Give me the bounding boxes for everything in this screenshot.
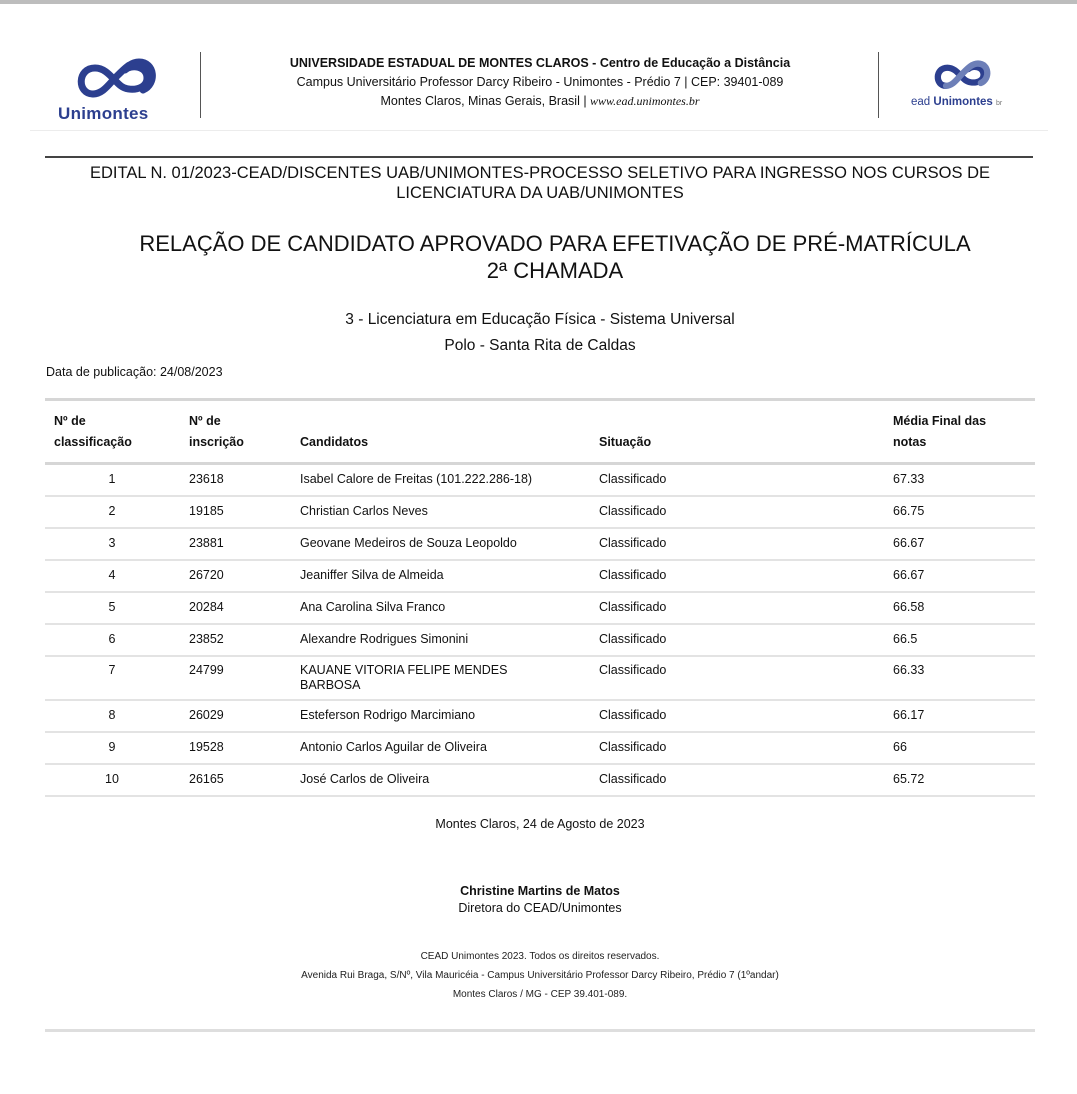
- cell-inscricao: 26165: [179, 764, 289, 796]
- cell-media: 65.72: [880, 764, 1035, 796]
- header-media-line2: notas: [893, 434, 927, 449]
- cell-situacao: Classificado: [586, 764, 880, 796]
- ead-logo-suffix: br: [996, 100, 1003, 107]
- table-row: [45, 624, 1035, 656]
- institution-address: Campus Universitário Professor Darcy Ribeiro - Unimontes - Prédio 7 | CEP: 39401-089: [296, 75, 784, 89]
- course-info: [60, 307, 1020, 359]
- cell-inscricao: 19185: [179, 496, 289, 528]
- publication-date: Data de publicação: 24/08/2023: [46, 365, 223, 379]
- cell-media: 67.33: [880, 464, 1035, 496]
- cell-candidato: Christian Carlos Neves: [289, 496, 586, 528]
- cell-inscricao: 23852: [179, 624, 289, 656]
- cell-inscricao: 26720: [179, 560, 289, 592]
- title-rule: [45, 156, 1033, 158]
- unimontes-logo-text: Unimontes: [58, 104, 149, 123]
- cell-candidato: Ana Carolina Silva Franco: [289, 592, 586, 624]
- cell-situacao: Classificado: [586, 592, 880, 624]
- table-row: [45, 592, 1035, 624]
- header-media-line1: Média Final das: [893, 413, 987, 428]
- table-row: [45, 764, 1035, 796]
- cell-situacao: Classificado: [586, 528, 880, 560]
- header-classificacao-line1: Nº de: [54, 413, 86, 428]
- cell-classificacao: 9: [45, 732, 179, 764]
- top-border: [0, 0, 1077, 4]
- bottom-rule: [45, 1029, 1035, 1032]
- unimontes-logo: [58, 54, 176, 124]
- header-classificacao-line2: classificação: [54, 434, 132, 449]
- cell-classificacao: 1: [45, 464, 179, 496]
- cell-candidato: Geovane Medeiros de Souza Leopoldo: [289, 528, 586, 560]
- cell-candidato: Esteferson Rodrigo Marcimiano: [289, 700, 586, 732]
- header-inscricao: [179, 400, 289, 464]
- cell-candidato: Jeaniffer Silva de Almeida: [289, 560, 586, 592]
- document-header: [30, 48, 1048, 131]
- cell-classificacao: 3: [45, 528, 179, 560]
- heading-line-2: 2ª CHAMADA: [486, 258, 624, 283]
- edital-title: EDITAL N. 01/2023-CEAD/DISCENTES UAB/UNIMONTES-PROCESSO SELETIVO PARA INGRESSO NOS CURSOS DE LICENCIATURA DA UAB/UNIMONTES: [89, 164, 991, 202]
- header-inscricao-line2: inscrição: [189, 434, 244, 449]
- ead-logo-text: [911, 96, 1002, 108]
- cell-media: 66.5: [880, 624, 1035, 656]
- table-row: [45, 464, 1035, 496]
- cell-classificacao: 6: [45, 624, 179, 656]
- header-situacao: Situação: [586, 400, 880, 464]
- cell-media: 66.67: [880, 528, 1035, 560]
- header-classificacao: [45, 400, 179, 464]
- cell-candidato-line2: BARBOSA: [300, 677, 361, 692]
- cell-candidato: Antonio Carlos Aguilar de Oliveira: [289, 732, 586, 764]
- header-candidatos: Candidatos: [289, 400, 586, 464]
- cell-situacao: Classificado: [586, 700, 880, 732]
- cell-situacao: Classificado: [586, 464, 880, 496]
- institution-city-line: [214, 92, 866, 111]
- course-name: 3 - Licenciatura em Educação Física - Sistema Universal: [345, 311, 735, 328]
- cell-candidato: Isabel Calore de Freitas (101.222.286-18): [289, 464, 586, 496]
- cell-media: 66.33: [880, 656, 1035, 700]
- header-media: [880, 400, 1035, 464]
- cell-inscricao: 19528: [179, 732, 289, 764]
- table-row: [45, 528, 1035, 560]
- cell-media: 66.75: [880, 496, 1035, 528]
- cell-classificacao: 5: [45, 592, 179, 624]
- table-row: [45, 496, 1035, 528]
- place-and-date: Montes Claros, 24 de Agosto de 2023: [435, 817, 645, 831]
- signer-role: Diretora do CEAD/Unimontes: [458, 901, 622, 915]
- cell-situacao: Classificado: [586, 496, 880, 528]
- cell-classificacao: 7: [45, 656, 179, 700]
- table-row: [45, 560, 1035, 592]
- cell-candidato: [289, 656, 586, 700]
- cell-inscricao: 26029: [179, 700, 289, 732]
- ead-logo-icon: [932, 58, 992, 90]
- cell-situacao: Classificado: [586, 560, 880, 592]
- cell-situacao: Classificado: [586, 732, 880, 764]
- footer-info: [0, 947, 1077, 1004]
- header-inscricao-line1: Nº de: [189, 413, 221, 428]
- cell-media: 66.17: [880, 700, 1035, 732]
- course-polo: Polo - Santa Rita de Caldas: [444, 337, 636, 354]
- cell-situacao: Classificado: [586, 624, 880, 656]
- table-row: [45, 700, 1035, 732]
- cell-classificacao: 2: [45, 496, 179, 528]
- cell-candidato: José Carlos de Oliveira: [289, 764, 586, 796]
- header-divider-right: [878, 52, 879, 118]
- cell-inscricao: 24799: [179, 656, 289, 700]
- footer-address: Avenida Rui Braga, S/Nº, Vila Mauricéia - Campus Universitário Professor Darcy Ribeiro, Prédio 7 (1ºandar): [301, 970, 779, 981]
- ead-logo-prefix: ead: [911, 96, 934, 108]
- cell-candidato: Alexandre Rodrigues Simonini: [289, 624, 586, 656]
- institution-city: Montes Claros, Minas Gerais, Brasil |: [380, 94, 591, 108]
- cell-classificacao: 10: [45, 764, 179, 796]
- ead-unimontes-logo: [902, 58, 1022, 118]
- candidates-table: [45, 398, 1035, 797]
- unimontes-logo-icon: [73, 54, 159, 100]
- cell-media: 66: [880, 732, 1035, 764]
- table-row: [45, 656, 1035, 700]
- institution-title: UNIVERSIDADE ESTADUAL DE MONTES CLAROS - Centro de Educação a Distância: [289, 56, 791, 70]
- heading-line-1: RELAÇÃO DE CANDIDATO APROVADO PARA EFETIVAÇÃO DE PRÉ-MATRÍCULA: [139, 231, 971, 256]
- header-divider-left: [200, 52, 201, 118]
- table-header-row: [45, 400, 1035, 464]
- signer-name: Christine Martins de Matos: [460, 884, 620, 898]
- cell-classificacao: 8: [45, 700, 179, 732]
- cell-media: 66.58: [880, 592, 1035, 624]
- cell-media: 66.67: [880, 560, 1035, 592]
- cell-inscricao: 23881: [179, 528, 289, 560]
- cell-inscricao: 23618: [179, 464, 289, 496]
- cell-inscricao: 20284: [179, 592, 289, 624]
- signature-block: [0, 883, 1077, 917]
- ead-logo-name: Unimontes: [933, 96, 993, 108]
- cell-situacao: Classificado: [586, 656, 880, 700]
- document-heading: [60, 230, 1050, 284]
- table-row: [45, 732, 1035, 764]
- footer-copyright: CEAD Unimontes 2023. Todos os direitos reservados.: [420, 951, 660, 962]
- footer-cep: Montes Claros / MG - CEP 39.401-089.: [452, 989, 628, 1000]
- cell-candidato-line1: KAUANE VITORIA FELIPE MENDES: [300, 662, 508, 677]
- institution-info: [214, 54, 866, 111]
- cell-classificacao: 4: [45, 560, 179, 592]
- institution-website: www.ead.unimontes.br: [590, 94, 700, 108]
